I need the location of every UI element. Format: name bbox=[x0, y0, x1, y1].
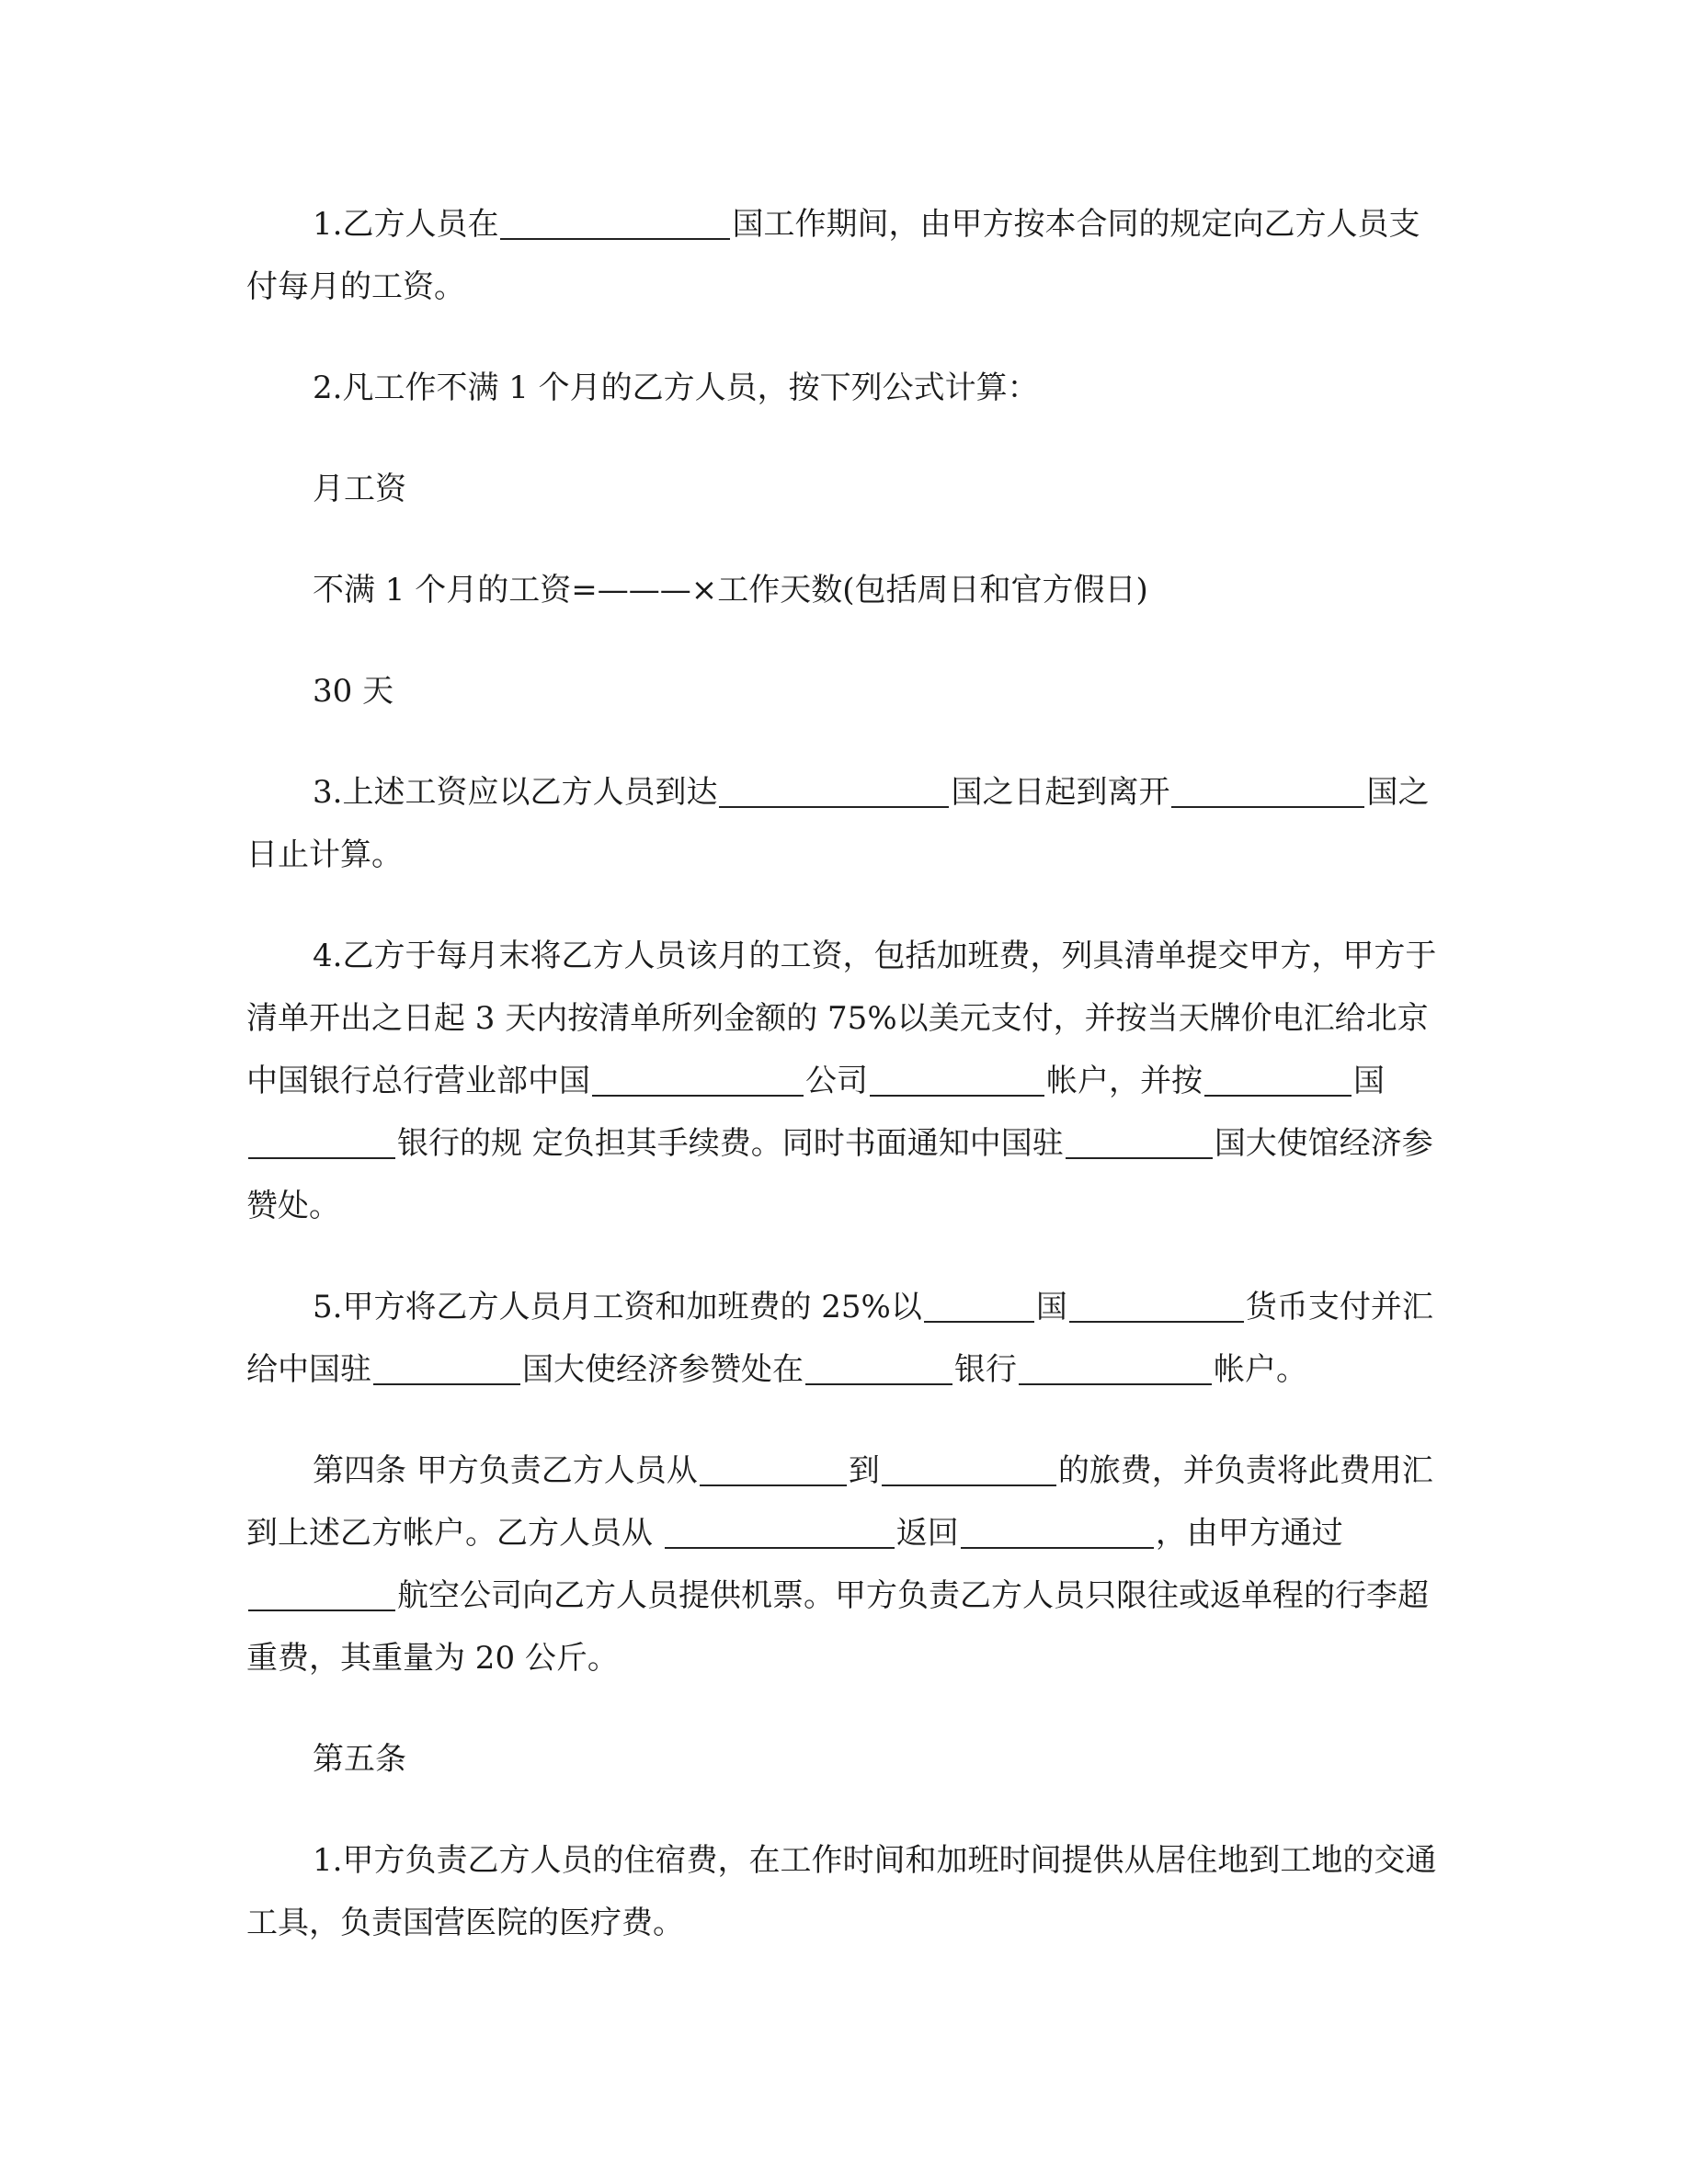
fill-blank bbox=[882, 1451, 1056, 1486]
text-segment: 第五条 bbox=[313, 1741, 406, 1778]
paragraph-2 bbox=[246, 357, 1442, 419]
fill-blank bbox=[665, 1514, 895, 1549]
text-segment: 3.上述工资应以乙方人员到达 bbox=[313, 774, 718, 811]
fill-blank bbox=[1066, 1124, 1213, 1159]
fill-blank bbox=[592, 1062, 804, 1097]
document-body bbox=[246, 193, 1442, 1993]
fill-blank bbox=[248, 1576, 395, 1611]
fill-blank bbox=[500, 205, 730, 240]
text-segment: 5.甲方将乙方人员月工资和加班费的 25%以 bbox=[313, 1289, 922, 1325]
text-segment: 不满 1 个月的工资=———×工作天数(包括周日和官方假日) bbox=[313, 572, 1148, 609]
fill-blank bbox=[700, 1451, 847, 1486]
text-segment: 帐户。 bbox=[1214, 1351, 1307, 1388]
text-segment: 银行的规 定负担其手续费。同时书面通知中国驻 bbox=[397, 1125, 1064, 1162]
text-segment: 1.乙方人员在 bbox=[313, 206, 499, 243]
fill-blank bbox=[1069, 1288, 1244, 1323]
text-segment: 第四条 甲方负责乙方人员从 bbox=[313, 1452, 698, 1489]
text-segment: 帐户，并按 bbox=[1046, 1063, 1203, 1099]
paragraph-article-5-item-1 bbox=[246, 1829, 1442, 1954]
fill-blank bbox=[961, 1514, 1154, 1549]
paragraph-formula bbox=[246, 559, 1442, 621]
paragraph-article-4 bbox=[246, 1439, 1442, 1689]
text-segment: 国之日止计算。 bbox=[246, 774, 1430, 873]
fill-blank bbox=[805, 1350, 952, 1385]
fill-blank bbox=[373, 1350, 520, 1385]
text-segment: 2.凡工作不满 1 个月的乙方人员，按下列公式计算： bbox=[313, 370, 1039, 406]
text-segment: 返回 bbox=[895, 1515, 959, 1552]
text-segment: 国 bbox=[1035, 1289, 1067, 1325]
text-segment: 月工资 bbox=[313, 471, 406, 507]
paragraph-formula-numerator bbox=[246, 458, 1442, 520]
text-segment: 银行 bbox=[954, 1351, 1017, 1388]
fill-blank bbox=[248, 1124, 395, 1159]
text-segment: 国 bbox=[1353, 1063, 1385, 1099]
text-segment: 4.乙方于每月末将乙方人员该月的工资，包括加班费，列具清单提交甲方，甲方于清单开出之日起 3 天内按清单所列金额的 75%以美元支付，并按当天牌价电汇给北京中国银行总行营业部中国 bbox=[246, 938, 1437, 1099]
text-segment: 国工作期间，由甲方按本合同的规定向乙方人员支付每月的工资。 bbox=[246, 206, 1420, 305]
fill-blank bbox=[1019, 1350, 1212, 1385]
text-segment: 到 bbox=[848, 1452, 880, 1489]
paragraph-5 bbox=[246, 1276, 1442, 1401]
text-segment: 国之日起到离开 bbox=[951, 774, 1170, 811]
text-segment: 航空公司向乙方人员提供机票。甲方负责乙方人员只限往或返单程的行李超重费，其重量为 20 公斤。 bbox=[246, 1577, 1429, 1677]
fill-blank bbox=[924, 1288, 1034, 1323]
fill-blank bbox=[870, 1062, 1044, 1097]
text-segment: 公司 bbox=[805, 1063, 868, 1099]
text-segment: 货币支付并汇给中国驻 bbox=[246, 1289, 1433, 1388]
fill-blank bbox=[1204, 1062, 1352, 1097]
text-segment: 国大使经济参赞处在 bbox=[522, 1351, 804, 1388]
fill-blank bbox=[1171, 773, 1364, 808]
fill-blank bbox=[719, 773, 949, 808]
paragraph-1 bbox=[246, 193, 1442, 318]
text-segment: 国大使馆经济参赞处。 bbox=[246, 1125, 1433, 1224]
text-segment: 的旅费，并负责将此费用汇到上述乙方帐户。乙方人员从 bbox=[246, 1452, 1433, 1552]
text-segment: ，由甲方通过 bbox=[1155, 1515, 1343, 1552]
text-segment: 30 天 bbox=[313, 673, 394, 710]
paragraph-3 bbox=[246, 761, 1442, 886]
paragraph-article-5 bbox=[246, 1728, 1442, 1791]
paragraph-4 bbox=[246, 925, 1442, 1237]
text-segment: 1.甲方负责乙方人员的住宿费，在工作时间和加班时间提供从居住地到工地的交通工具，负责国营医院的医疗费。 bbox=[246, 1842, 1437, 1941]
paragraph-formula-denominator bbox=[246, 660, 1442, 722]
